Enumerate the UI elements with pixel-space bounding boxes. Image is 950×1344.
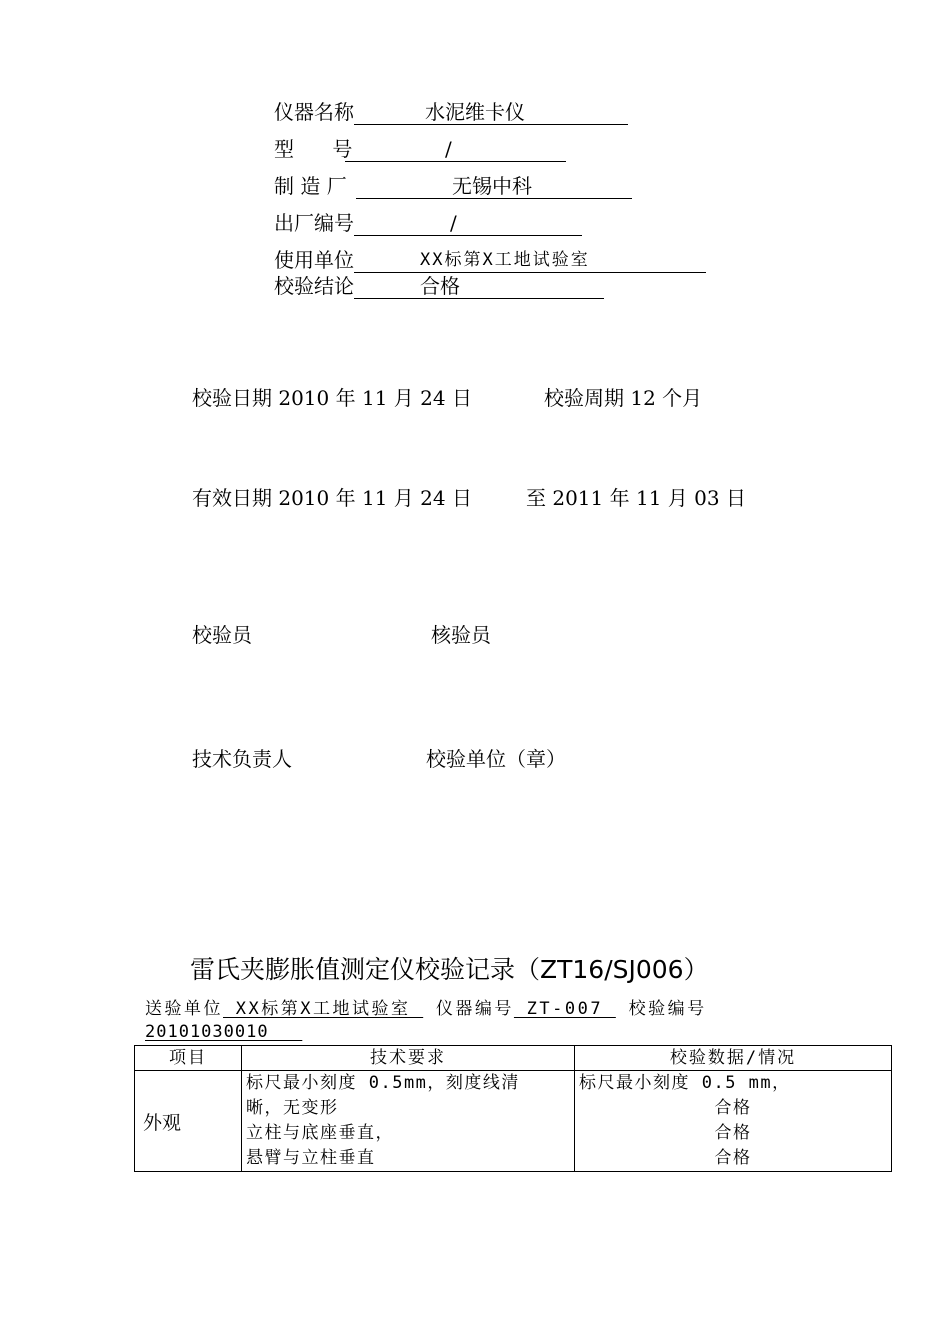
table-header-row [135, 1046, 892, 1071]
calibration-record-table [134, 1045, 892, 1172]
instrument-no-label: 仪器编号 [435, 999, 514, 1019]
field-instrument-name [274, 100, 628, 125]
instrument-name-value: 水泥维卡仪 [425, 100, 525, 124]
technical-lead-label: 技术负责人 [192, 747, 292, 771]
table-row [135, 1071, 892, 1172]
row-requirements [242, 1071, 575, 1172]
conclusion-label: 校验结论 [274, 274, 354, 298]
record-meta-line [145, 998, 707, 1020]
row-item: 外观 [135, 1071, 242, 1172]
requirement-line: 悬臂与立柱垂直 [246, 1148, 376, 1168]
result-line: 合格 [714, 1123, 752, 1143]
header-requirements: 技术要求 [242, 1046, 575, 1071]
serial-no-value: / [450, 211, 457, 235]
field-conclusion [274, 274, 604, 299]
header-results: 校验数据/情况 [575, 1046, 892, 1071]
calibration-date: 校验日期 2010 年 11 月 24 日 [192, 386, 472, 410]
record-no-label: 校验编号 [628, 999, 707, 1019]
valid-to: 至 2011 年 11 月 03 日 [526, 486, 746, 510]
requirement-line: 标尺最小刻度 0.5mm，刻度线清 [246, 1073, 520, 1093]
field-manufacturer [274, 174, 632, 199]
serial-no-label: 出厂编号 [274, 211, 354, 235]
record-no-line [145, 1021, 302, 1043]
result-line: 标尺最小刻度 0.5 mm， [579, 1073, 791, 1093]
conclusion-value: 合格 [420, 274, 460, 298]
send-unit-value: XX标第X工地试验室 [223, 999, 424, 1019]
manufacturer-value: 无锡中科 [452, 174, 532, 198]
row-results [575, 1071, 892, 1172]
instrument-name-label: 仪器名称 [274, 100, 354, 124]
calibration-period: 校验周期 12 个月 [544, 386, 703, 410]
user-unit-label: 使用单位 [274, 248, 354, 272]
checker-label: 核验员 [431, 623, 491, 647]
calibration-unit-label: 校验单位（章） [426, 747, 566, 771]
result-line: 合格 [714, 1148, 752, 1168]
header-item: 项目 [135, 1046, 242, 1071]
requirement-line: 晰，无变形 [246, 1098, 339, 1118]
field-user-unit [274, 248, 706, 273]
instrument-no-value: ZT-007 [513, 999, 616, 1019]
model-label: 型 号 [274, 137, 369, 161]
record-title: 雷氏夹膨胀值测定仪校验记录（ZT16/SJ006） [190, 955, 709, 984]
send-unit-label: 送验单位 [145, 999, 223, 1019]
result-line: 合格 [714, 1098, 752, 1118]
valid-from: 有效日期 2010 年 11 月 24 日 [192, 486, 472, 510]
user-unit-value: XX标第X工地试验室 [420, 250, 590, 270]
manufacturer-label: 制 造 厂 [274, 174, 347, 198]
field-serial-no [274, 211, 582, 236]
model-value: / [445, 137, 452, 161]
requirement-line: 立柱与底座垂直， [246, 1123, 394, 1143]
field-model [274, 137, 566, 162]
calibrator-label: 校验员 [192, 623, 252, 647]
record-no-value: 20101030010 [145, 1022, 303, 1042]
